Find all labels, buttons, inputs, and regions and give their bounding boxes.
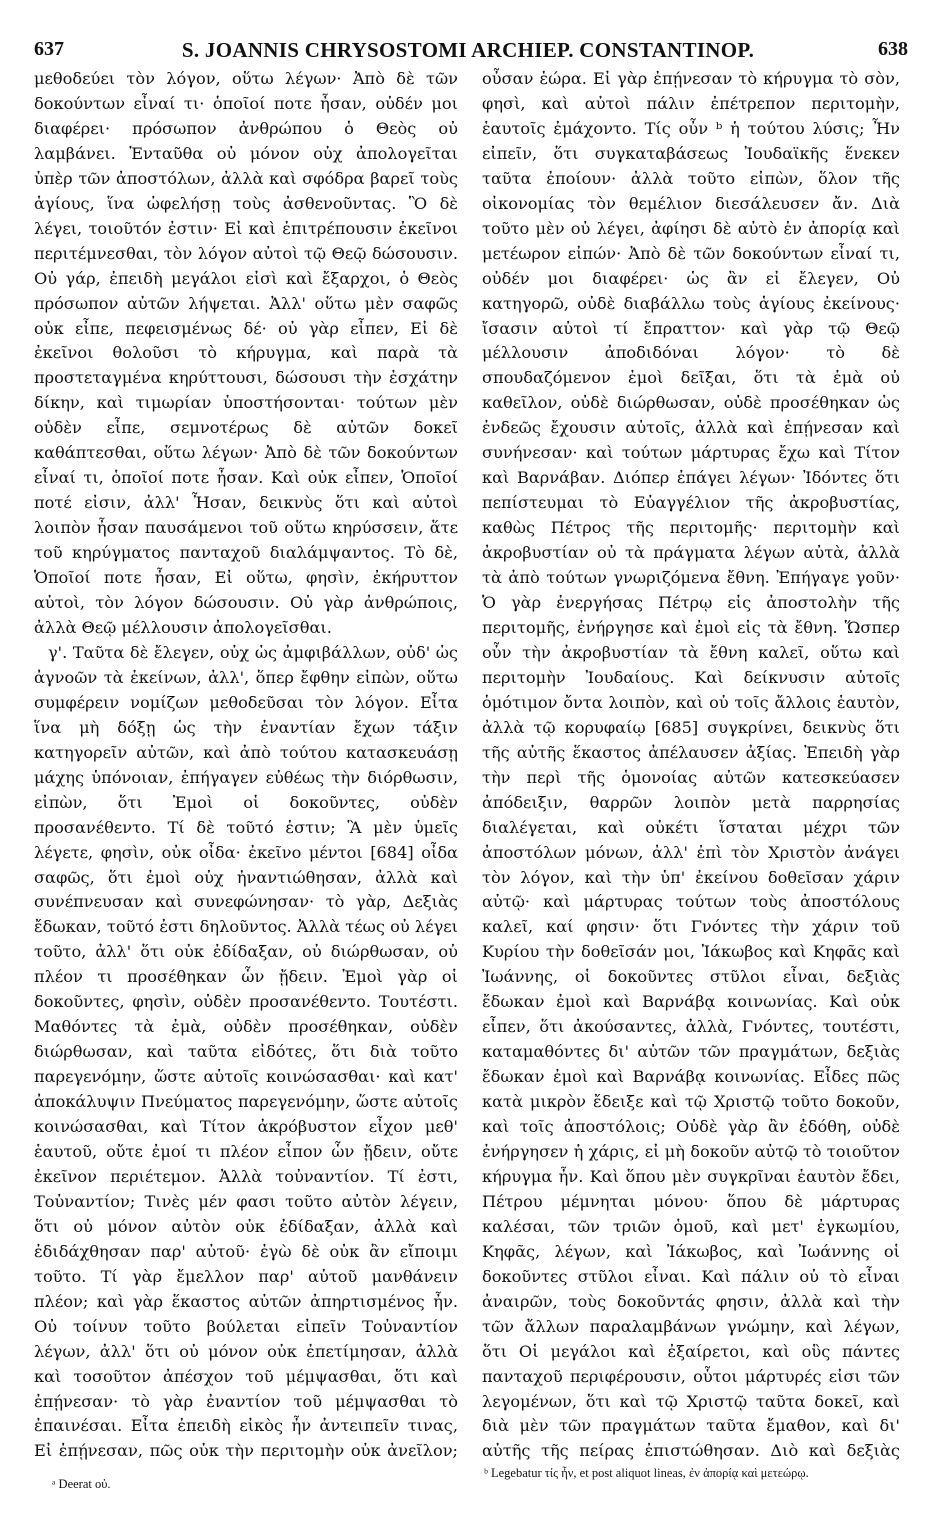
running-title: S. JOANNIS CHRYSOSTOMI ARCHIEP. CONSTANTINOP. [181,38,755,62]
right-column [482,67,900,1462]
paragraph: μεθοδεύει τὸν λόγον, οὕτω λέγων· Ἀπὸ δὲ τῶν δοκούντων εἶναί τι· ὁποῖοί ποτε ἦσαν, οὐδέν μοι διαφέρει· πρόσωπον ἀνθρώπου ὁ Θεὸς οὐ λαμβάνει. Ἐνταῦθα οὐ μόνον οὐχ ἀπολογεῖται ὑπὲρ τῶν ἀποστόλων, ἀλλὰ καὶ σφόδρα βαρεῖ τοὺς ἁγίους, ἵνα ὠφελήσῃ τοὺς ἀσθενοῦντας. Ὃ δὲ λέγει, τοιοῦτόν ἐστιν· Εἰ καὶ ἐπιτρέπουσιν ἐκεῖνοι περιτέμνεσθαι, τὸν λόγον αὐτοὶ τῷ Θεῷ δώσουσιν. Οὐ γάρ, ἐπειδὴ μεγάλοι εἰσὶ καὶ ἔξαρχοι, ὁ Θεὸς πρόσωπον αὐτῶν λήψεται. Ἀλλ' οὕτω μὲν σαφῶς οὐκ εἶπε, πεφεισμένως δέ· οὐ γὰρ εἶπεν, Εἰ δὲ ἐκεῖνοι θολοῦσι τὸ κήρυγμα, καὶ παρὰ τὰ προστεταγμένα κηρύττουσι, δώσουσι τὴν ἐσχάτην δίκην, καὶ τιμωρίαν ὑποστήσονται· τούτων μὲν οὐδὲν εἶπε, σεμνοτέρως δὲ αὐτῶν δοκεῖ καθάπτεσθαι, οὕτω λέγων· Ἀπὸ δὲ τῶν δοκούντων εἶναί τι, ὁποῖοί ποτε ἦσαν. Καὶ οὐκ εἶπεν, Ὁποῖοί ποτέ εἰσιν, ἀλλ' Ἦσαν, δεικνὺς ὅτι καὶ αὐτοὶ λοιπὸν ἦσαν παυσάμενοι τοῦ οὕτω κηρύσσειν, ἅτε τοῦ κηρύγματος πανταχοῦ διαλάμψαντος. Τὸ δὲ, Ὁποῖοί ποτε ἦσαν, Εἰ οὕτω, φησὶν, ἐκήρυττον αὐτοὶ, τὸν λόγον δώσουσιν. Οὐ γὰρ ἀνθρώποις, ἀλλὰ Θεῷ μέλλουσιν ἀπολογεῖσθαι. [34,69,458,637]
page-number-left: 637 [34,38,64,60]
left-column [34,67,458,1462]
paragraph: γ'. Ταῦτα δὲ ἔλεγεν, οὐχ ὡς ἀμφιβάλλων, οὐδ' ὡς ἀγνοῶν τὰ ἐκείνων, ἀλλ', ὅπερ ἔφθην εἰπὼν, οὕτω συμφέρειν νομίζων μεθοδεῦσαι τὸν λόγον. Εἶτα ἵνα μὴ δόξῃ ὡς τὴν ἐναντίαν ἔχων τάξιν κατηγορεῖν αὐτῶν, καὶ ἀπὸ τούτου κατασκευάσῃ μάχης ὑπόνοιαν, ἐπήγαγεν εὐθέως τὴν διόρθωσιν, εἰπὼν, ὅτι Ἐμοὶ οἱ δοκοῦντες, οὐδὲν προσανέθεντο. Τί δὲ τοῦτό ἐστιν; Ἃ μὲν ὑμεῖς λέγετε, φησὶν, οὐκ οἶδα· ἐκεῖνο μέντοι [684] οἶδα σαφῶς, ὅτι ἐμοὶ οὐχ ἠναντιώθησαν, ἀλλὰ καὶ συνέπνευσαν καὶ συνεφώνησαν· τὸ γὰρ, Δεξιὰς ἔδωκαν, τοῦτό ἐστι δηλοῦντος. Ἀλλὰ τέως οὐ λέγει τοῦτο, ἀλλ' ὅτι οὐκ ἐδίδαξαν, οὐ διώρθωσαν, οὐ πλέον τι προσέθηκαν ὧν ᾔδειν. Ἐμοὶ γὰρ οἱ δοκοῦντες, φησὶν, οὐδὲν προσανέθεντο. Τουτέστι. Μαθόντες τὰ ἐμὰ, οὐδὲν προσέθηκαν, οὐδὲν διώρθωσαν, καὶ ταῦτα εἰδότες, ὅτι διὰ τοῦτο παρεγενόμην, ὥστε αὐτοῖς κοινώσασθαι· καὶ κατ' ἀποκάλυψιν Πνεύματος παρεγενόμην, ὥστε αὐτοῖς κοινώσασθαι, καὶ Τίτον ἀκρόβυστον εἶχον μεθ' ἑαυτοῦ, οὔτε ἐμοί τι πλέον εἶπον ὧν ᾔδειν, οὔτε ἐκεῖνον περιέτεμον. Ἀλλὰ τοὐναντίον. Τί ἐστι, Τοὐναντίον; Τινὲς μέν φασι τοῦτο αὐτὸν λέγειν, ὅτι οὐ μόνον αὐτὸν οὐκ ἐδίδαξαν, ἀλλὰ καὶ ἐδιδάχθησαν παρ' αὐτοῦ· ἐγὼ δὲ οὐκ ἂν εἴποιμι τοῦτο. Τί γὰρ ἔμελλον παρ' αὐτοῦ μανθάνειν πλέον; καὶ γὰρ ἕκαστος αὐτῶν ἀπηρτισμένος ἦν. Οὐ τοίνυν τοῦτο βούλεται εἰπεῖν Τοὐναντίον λέγων, ἀλλ' ὅτι οὐ μόνον οὐκ ἐπετίμησαν, ἀλλὰ καὶ τοσοῦτον ἀπέσχον τοῦ μέμψασθαι, ὅτι καὶ ἐπῄνεσαν· τὸ γὰρ ἐναντίον τοῦ μέμψασθαι τὸ ἐπαινέσαι. Εἶτα ἐπειδὴ εἰκὸς ἦν ἀντειπεῖν τινας, Εἰ ἐπῄνεσαν, πῶς οὐκ τὴν περιτομὴν οὐκ ἀνεῖλον; [34,642,458,1461]
paragraph: οὖσαν ἑώρα. Εἰ γὰρ ἐπῄνεσαν τὸ κήρυγμα τὸ σὸν, φησὶ, καὶ αὐτοὶ πάλιν ἐπέτρεπον περιτομὴν, ἑαυτοῖς ἐμάχοντο. Τίς οὖν ᵇ ἡ τούτου λύσις; Ἦν εἰπεῖν, ὅτι συγκαταβάσεως Ἰουδαϊκῆς ἕνεκεν ταῦτα ἐποίουν· ἀλλὰ τοῦτο εἰπὼν, ὅλον τῆς οἰκονομίας τὸν θεμέλιον διεσάλευσεν ἄν. Διὰ τοῦτο μὲν οὐ λέγει, ἀφίησι δὲ αὐτὸ ἐν ἀπορίᾳ καὶ μετέωρον εἰπών· Ἀπὸ δὲ τῶν δοκούντων εἶναί τι, οὐδέν μοι διαφέρει· ὡς ἂν εἰ ἔλεγεν, Οὐ κατηγορῶ, οὐδὲ διαβάλλω τοὺς ἁγίους ἐκείνους· ἴσασιν αὐτοὶ τί ἔπραττον· καὶ γὰρ τῷ Θεῷ μέλλουσιν ἀποδιδόναι λόγον· τὸ δὲ σπουδαζόμενον ἐμοὶ δεῖξαι, ὅτι τὰ ἐμὰ οὐ καθεῖλον, οὐδὲ διώρθωσαν, οὐδὲ προσέθηκαν ὡς ἐνδεῶς ἔχουσιν αὐτοῖς, ἀλλὰ καὶ ἐπῄνεσαν καὶ συνήνεσαν· καὶ τούτων μάρτυρας ἔχω καὶ Τίτον καὶ Βαρνάβαν. Διόπερ ἐπάγει λέγων· Ἰδόντες ὅτι πεπίστευμαι τὸ Εὐαγγέλιον τῆς ἀκροβυστίας, καθὼς Πέτρος τῆς περιτομῆς· περιτομὴν καὶ ἀκροβυστίαν οὐ τὰ πράγματα λέγων αὐτὰ, ἀλλὰ τὰ ἀπὸ τούτων γνωριζόμενα ἔθνη. Ἐπήγαγε γοῦν· Ὁ γὰρ ἐνεργήσας Πέτρῳ εἰς ἀποστολὴν τῆς περιτομῆς, ἐνήργησε καὶ ἐμοὶ εἰς τὰ ἔθνη. Ὥσπερ οὖν τὴν ἀκροβυστίαν τὰ ἔθνη καλεῖ, οὕτω καὶ περιτομὴν Ἰουδαίους. Καὶ δείκνυσιν αὐτοῖς ὁμότιμον ὄντα λοιπὸν, καὶ οὐ τοῖς ἄλλοις ἑαυτὸν, ἀλλὰ τῷ κορυφαίῳ [685] συγκρίνει, δεικνὺς ὅτι τῆς αὐτῆς ἕκαστος ἀπέλαυσεν ἀξίας. Ἐπειδὴ γὰρ τὴν περὶ τῆς ὁμονοίας αὐτῶν κατεσκεύασεν ἀπόδειξιν, θαρρῶν λοιπὸν μετὰ παρρησίας διαλέγεται, καὶ οὐκέτι ἵσταται μέχρι τῶν ἀποστόλων μόνων, ἀλλ' ἐπὶ τὸν Χριστὸν ἀνάγει τὸν λόγον, καὶ τὴν ὑπ' ἐκείνου δοθεῖσαν χάριν αὐτῷ· καὶ μάρτυρας τούτων τοὺς ἀποστόλους καλεῖ, καί φησιν· ὅτι Γνόντες τὴν χάριν τοῦ Κυρίου τὴν δοθεῖσάν μοι, Ἰάκωβος καὶ Κηφᾶς καὶ Ἰωάννης, οἱ δοκοῦντες στῦλοι εἶναι, δεξιὰς ἔδωκαν ἐμοὶ καὶ Βαρνάβᾳ κοινωνίας. Καὶ οὐκ εἶπεν, ὅτι ἀκούσαντες, ἀλλὰ, Γνόντες, τουτέστι, καταμαθόντες δι' αὐτῶν τῶν πραγμάτων, δεξιὰς ἔδωκαν ἐμοὶ καὶ Βαρνάβᾳ κοινωνίας. Εἶδες πῶς κατὰ μικρὸν ἔδειξε καὶ τῷ Χριστῷ τοῦτο δοκοῦν, καὶ τοῖς ἀποστόλοις; Οὐδὲ γὰρ ἂν ἐδόθη, οὐδὲ ἐνήργησεν ἡ χάρις, εἰ μὴ δοκοῦν αὐτῷ τὸ τοιοῦτον κήρυγμα ἦν. Καὶ ὅπου μὲν συγκρῖναι ἑαυτὸν ἔδει, Πέτρου μέμνηται μόνου· ὅπου δὲ μάρτυρας καλέσαι, τῶν τριῶν ὁμοῦ, καὶ μετ' ἐγκωμίου, Κηφᾶς, λέγων, καὶ Ἰάκωβος, καὶ Ἰωάννης οἱ δοκοῦντες στῦλοι εἶναι. Καὶ πάλιν οὐ τὸ εἶναι ἀναιρῶν, τοὺς δοκοῦντάς φησιν, ἀλλὰ καὶ τὴν τῶν ἄλλων παραλαμβάνων γνώμην, καὶ λέγων, ὅτι Οἱ μεγάλοι καὶ ἐξαίρετοι, καὶ οὓς πάντες πανταχοῦ περιφέρουσιν, οὗτοι μάρτυρές εἰσι τῶν λεγομένων, ὅτι καὶ τῷ Χριστῷ ταῦτα δοκεῖ, καὶ διὰ μὲν τῶν πραγμάτων ταῦτα ἔμαθον, καὶ δι' αὐτῆς τῆς πείρας ἐπιστώθησαν. Διὸ καὶ δεξιὰς [482,69,900,1461]
running-header [28,38,908,62]
page-number-right: 638 [878,38,908,60]
footnote-a: ᵃ Deerat οὐ. [52,1477,111,1491]
footnote-b: ᵇ Legebatur τίς ἦν, et post aliquot lineas, ἐν ἀπορίᾳ καὶ μετεώρῳ. [484,1466,809,1480]
